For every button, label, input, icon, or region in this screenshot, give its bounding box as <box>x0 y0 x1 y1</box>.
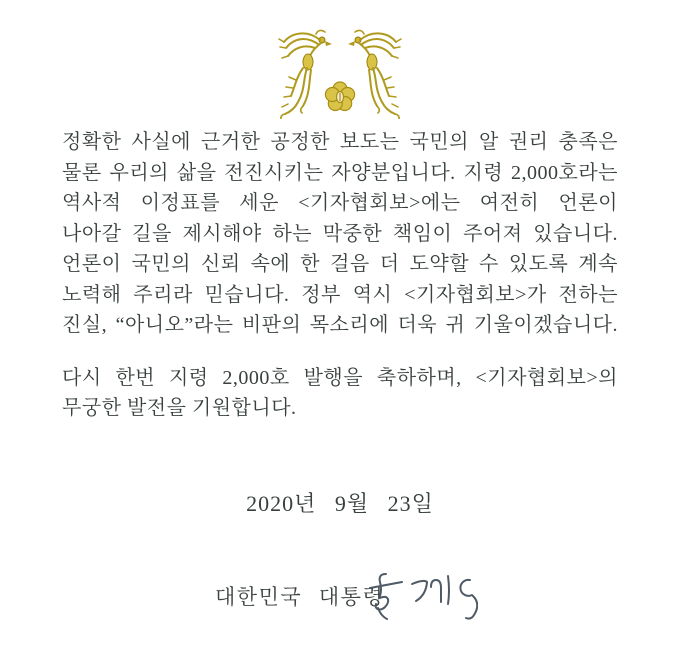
body-line: 진실, “아니오”라는 비판의 목소리에 더욱 귀 기울이겠습니다. <box>62 314 618 336</box>
body-line: 나아갈 길을 제시해야 하는 막중한 책임이 주어져 있습니다. <box>62 222 618 245</box>
body-line: 역사적 이정표를 세운 <기자협회보>에는 여전히 언론이 <box>62 192 618 214</box>
body-line: 물론 우리의 삶을 전진시키는 자양분입니다. 지령 2,000호라는 <box>62 161 618 184</box>
body-line: 노력해 주리라 믿습니다. 정부 역시 <기자협회보>가 전하는 <box>62 283 618 306</box>
paragraph <box>62 127 618 341</box>
mugunghwa-flower-icon <box>325 82 354 111</box>
body-line: 무궁한 발전을 기원합니다. <box>62 397 297 419</box>
body-line: 언론이 국민의 신뢰 속에 한 걸음 더 도약할 수 있도록 계속 <box>62 253 618 275</box>
body-line: 정확한 사실에 근거한 공정한 보도는 국민의 알 권리 충족은 <box>62 131 618 153</box>
signature-moon-jae-in <box>368 568 478 630</box>
body-line: 다시 한번 지령 2,000호 발행을 축하하며, <기자협회보>의 <box>62 366 618 389</box>
letter-date: 2020년 9월 23일 <box>246 491 434 516</box>
letter-body <box>62 127 618 446</box>
phoenix-presidential-seal-icon <box>270 24 410 119</box>
paragraph <box>62 363 618 424</box>
signer-title: 대한민국 대통령 <box>215 585 385 609</box>
signature-row <box>0 568 680 638</box>
